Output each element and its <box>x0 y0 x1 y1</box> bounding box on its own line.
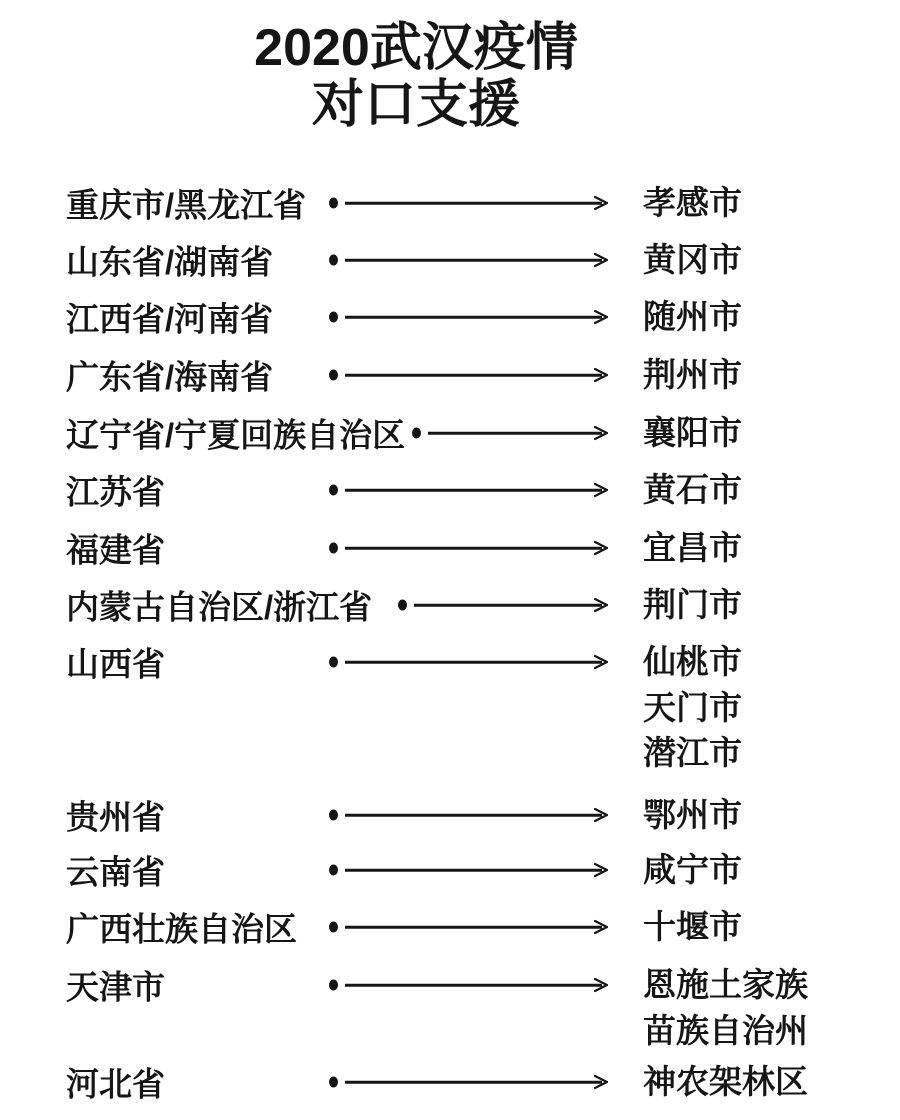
city-line: 襄阳市 <box>643 414 742 451</box>
pairing-row <box>0 847 900 893</box>
pairing-row <box>0 1059 900 1105</box>
arrow-shaft <box>345 374 602 377</box>
arrow-head-icon <box>594 483 608 498</box>
city-line: 仙桃市 <box>643 643 742 680</box>
city-label <box>643 410 742 456</box>
city-label <box>643 639 742 776</box>
arrow <box>329 962 607 1008</box>
province-label: 广西壮族自治区 <box>66 910 297 948</box>
arrow <box>329 1059 607 1105</box>
pairing-row <box>0 410 900 456</box>
arrow <box>398 582 607 628</box>
arrow-dot-icon <box>412 428 421 439</box>
arrow-head-icon <box>594 426 608 441</box>
arrow-head-icon <box>594 368 608 383</box>
arrow <box>329 904 607 950</box>
city-label <box>643 904 742 950</box>
city-label <box>643 525 742 571</box>
arrow-head-icon <box>594 655 608 670</box>
arrow-shaft <box>345 984 602 987</box>
arrow-dot-icon <box>329 198 338 209</box>
arrow-dot-icon <box>329 543 338 554</box>
pairing-row <box>0 352 900 398</box>
city-label <box>643 237 742 283</box>
arrow <box>329 237 607 283</box>
province-label: 内蒙古自治区/浙江省 <box>66 588 373 626</box>
arrow-shaft <box>345 547 602 550</box>
pairing-row <box>0 237 900 283</box>
arrow-head-icon <box>594 310 608 325</box>
arrow-shaft <box>345 869 602 872</box>
arrow-shaft <box>345 661 602 664</box>
city-line: 苗族自治州 <box>643 1011 808 1049</box>
pairing-row <box>0 792 900 838</box>
arrow <box>329 180 607 226</box>
city-label <box>643 352 742 398</box>
arrow-shaft <box>345 489 602 492</box>
arrow-head-icon <box>594 863 608 878</box>
pairing-row <box>0 904 900 950</box>
arrow <box>329 467 607 513</box>
arrow-dot-icon <box>329 255 338 266</box>
city-label <box>643 1059 808 1105</box>
arrow-head-icon <box>594 598 608 613</box>
city-line: 宜昌市 <box>643 529 742 566</box>
arrow-shaft <box>345 316 602 319</box>
province-label: 天津市 <box>66 968 165 1006</box>
city-line: 咸宁市 <box>643 851 742 888</box>
pairing-row <box>0 962 900 1049</box>
page-title-line2: 对口支援 <box>311 76 520 134</box>
arrow-head-icon <box>594 1075 608 1090</box>
province-label: 山西省 <box>66 645 165 683</box>
arrow-dot-icon <box>329 312 338 323</box>
arrow <box>412 410 607 456</box>
city-line: 潜江市 <box>643 734 742 771</box>
city-label <box>643 962 808 1053</box>
province-label: 广东省/海南省 <box>66 358 274 396</box>
city-label <box>643 180 742 226</box>
arrow-dot-icon <box>329 485 338 496</box>
arrow-shaft <box>345 202 602 205</box>
city-line: 荆州市 <box>643 356 742 393</box>
city-line: 天门市 <box>643 688 742 726</box>
arrow-dot-icon <box>329 1077 338 1088</box>
arrow <box>329 639 607 685</box>
province-label: 贵州省 <box>66 798 165 836</box>
page-title-line1: 2020武汉疫情 <box>254 19 578 77</box>
arrow-dot-icon <box>329 980 338 991</box>
city-label <box>643 467 742 513</box>
city-line: 黄石市 <box>643 471 742 508</box>
city-line: 十堰市 <box>643 908 742 945</box>
province-label: 江西省/河南省 <box>66 300 274 338</box>
arrow-head-icon <box>594 253 608 268</box>
arrow <box>329 792 607 838</box>
province-label: 云南省 <box>66 853 165 891</box>
arrow <box>329 352 607 398</box>
province-label: 江苏省 <box>66 473 165 511</box>
pairing-row <box>0 525 900 571</box>
page-title <box>0 20 832 134</box>
city-line: 神农架林区 <box>643 1063 808 1100</box>
city-label <box>643 847 742 893</box>
city-line: 孝感市 <box>643 184 742 221</box>
pairing-row <box>0 582 900 628</box>
province-label: 河北省 <box>66 1065 165 1103</box>
province-label: 山东省/湖南省 <box>66 243 274 281</box>
arrow-shaft <box>345 259 602 262</box>
arrow-dot-icon <box>398 600 407 611</box>
arrow-head-icon <box>594 541 608 556</box>
pairing-row <box>0 294 900 340</box>
city-line: 鄂州市 <box>643 796 742 833</box>
arrow-head-icon <box>594 808 608 823</box>
arrow <box>329 294 607 340</box>
arrow <box>329 847 607 893</box>
province-label: 辽宁省/宁夏回族自治区 <box>66 416 406 454</box>
arrow-head-icon <box>594 978 608 993</box>
arrow-head-icon <box>594 196 608 211</box>
pairing-row <box>0 467 900 513</box>
city-label <box>643 792 742 838</box>
province-label: 福建省 <box>66 531 165 569</box>
city-line: 黄冈市 <box>643 241 742 278</box>
arrow-shaft <box>414 604 602 607</box>
arrow-shaft <box>345 814 602 817</box>
arrow-dot-icon <box>329 810 338 821</box>
arrow-dot-icon <box>329 370 338 381</box>
arrow-shaft <box>345 926 602 929</box>
arrow-dot-icon <box>329 865 338 876</box>
city-line: 荆门市 <box>643 586 742 623</box>
arrow-shaft <box>428 432 602 435</box>
city-label <box>643 582 742 628</box>
province-label: 重庆市/黑龙江省 <box>66 186 307 224</box>
city-line: 恩施土家族 <box>643 966 808 1003</box>
arrow-dot-icon <box>329 657 338 668</box>
arrow-shaft <box>345 1081 602 1084</box>
arrow-dot-icon <box>329 922 338 933</box>
arrow-head-icon <box>594 920 608 935</box>
pairing-row <box>0 639 900 771</box>
city-line: 随州市 <box>643 298 742 335</box>
pairing-row <box>0 180 900 226</box>
city-label <box>643 294 742 340</box>
arrow <box>329 525 607 571</box>
